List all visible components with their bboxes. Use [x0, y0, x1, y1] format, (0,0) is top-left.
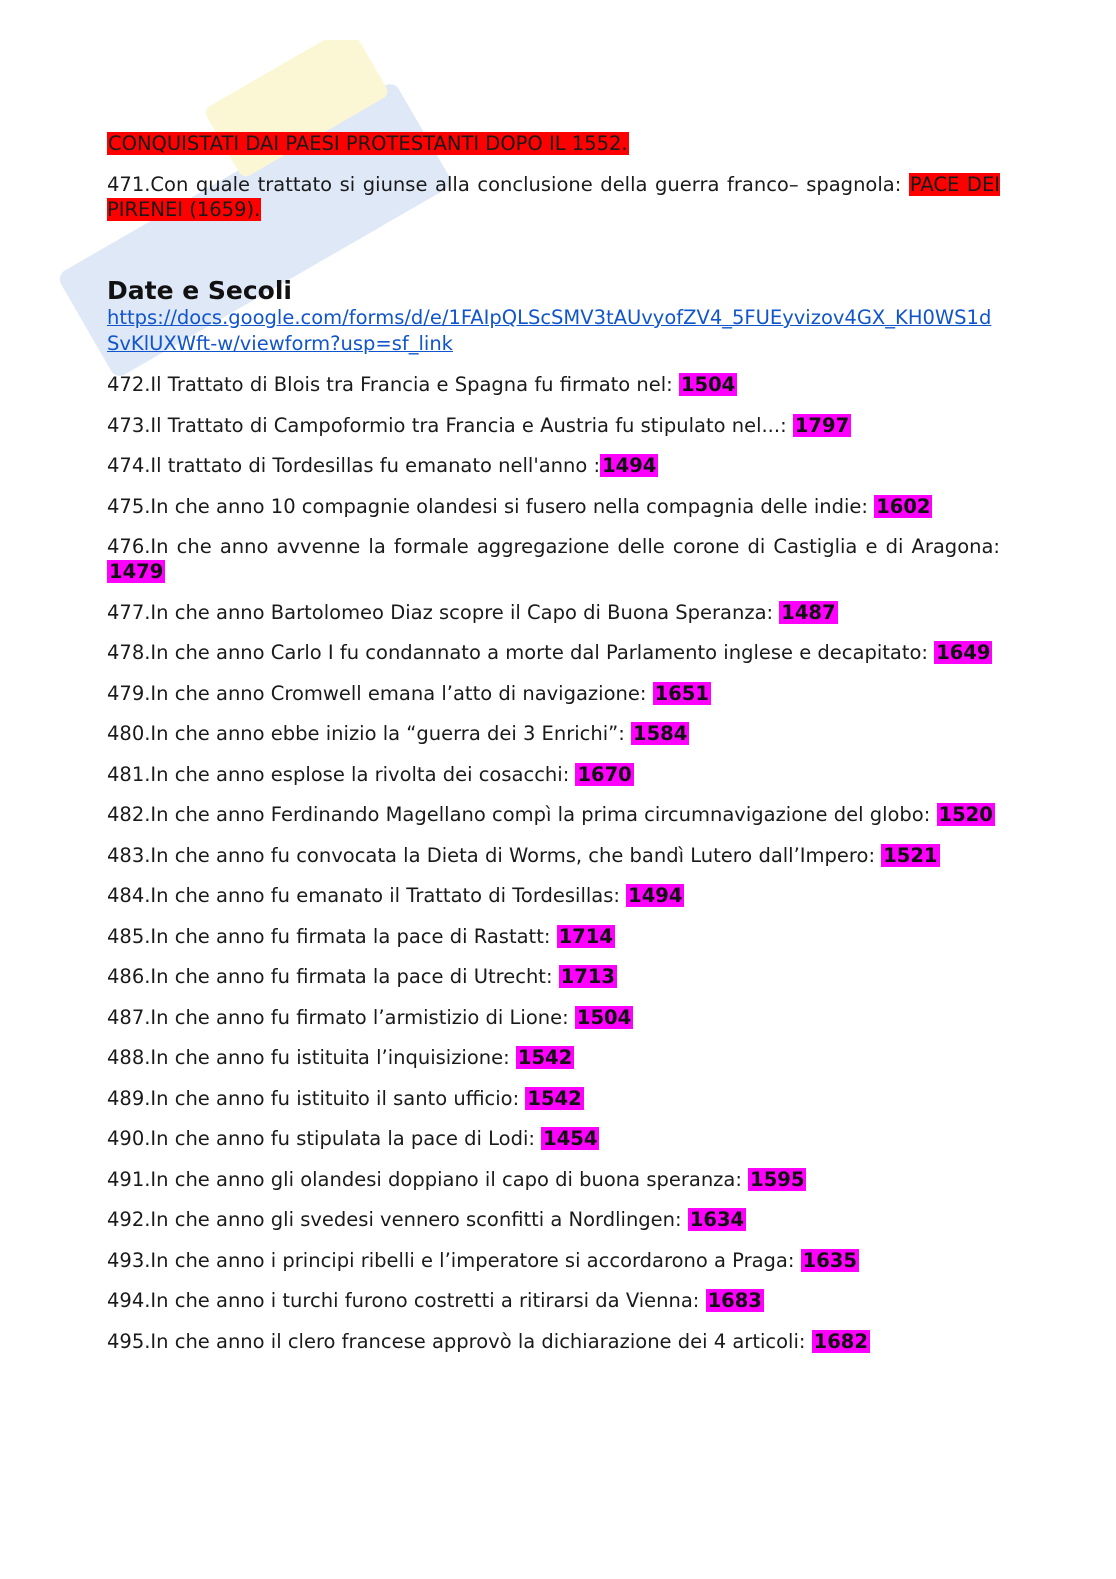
answer-year: 1682	[813, 1329, 868, 1353]
answer-year: 1504	[576, 1005, 632, 1029]
answer-year: 1521	[883, 843, 938, 867]
question-text: 473.Il Trattato di Campoformio tra Francia e Austria fu stipulato nel...:	[107, 413, 793, 437]
question-text: 476.In che anno avvenne la formale aggregazione delle corone di Castiglia e di Aragona:	[107, 535, 1000, 558]
question-text: 487.In che anno fu firmato l’armistizio di Lione:	[107, 1005, 575, 1029]
question-item	[107, 924, 1000, 949]
answer-year: 1797	[794, 413, 850, 437]
question-text: 486.In che anno fu firmata la pace di Utrecht:	[107, 965, 559, 988]
question-item	[107, 372, 1000, 397]
question-list	[107, 372, 1000, 1354]
answer-year: 1542	[527, 1086, 582, 1110]
question-text: 489.In che anno fu istituito il santo ufficio:	[107, 1086, 526, 1110]
answer-year: 1494	[602, 454, 657, 477]
question-item	[107, 1005, 1000, 1030]
question-item	[107, 494, 1000, 519]
answer-year: 1670	[577, 762, 632, 786]
answer-year: 1651	[654, 681, 709, 705]
answer-year: 1713	[560, 965, 615, 988]
question-text: 483.In che anno fu convocata la Dieta di Worms, che bandì Lutero dall’Impero:	[107, 843, 882, 867]
answer-year: 1602	[876, 494, 931, 518]
question-text: 471.Con quale trattato si giunse alla conclusione della guerra franco– spagnola:	[107, 173, 909, 196]
question-item	[107, 534, 1000, 584]
question-item	[107, 453, 1000, 478]
question-item	[107, 1248, 1000, 1273]
question-text: 493.In che anno i principi ribelli e l’imperatore si accordarono a Praga:	[107, 1248, 801, 1272]
question-item	[107, 681, 1000, 706]
question-text: 477.In che anno Bartolomeo Diaz scopre il Capo di Buona Speranza:	[107, 600, 780, 624]
question-text: 485.In che anno fu firmata la pace di Rastatt:	[107, 924, 557, 948]
answer-year: 1714	[558, 924, 613, 948]
question-item	[107, 640, 1000, 665]
question-text: 494.In che anno i turchi furono costretti a ritirarsi da Vienna:	[107, 1289, 706, 1312]
answer-year: 1634	[689, 1208, 745, 1231]
document-page	[107, 131, 1000, 1369]
answer-year: 1454	[543, 1127, 598, 1150]
question-text: 482.In che anno Ferdinando Magellano compì la prima circumnavigazione del globo:	[107, 803, 937, 826]
question-item	[107, 1167, 1000, 1192]
question-text: 478.In che anno Carlo I fu condannato a morte dal Parlamento inglese e decapitato:	[107, 641, 935, 664]
answer-year: 1504	[680, 373, 736, 396]
answer-year: 1649	[936, 641, 991, 664]
question-item	[107, 1086, 1000, 1111]
red-highlight-answer: PACE DEI PIRENEI (1659).	[107, 173, 1001, 221]
question-item	[107, 843, 1000, 868]
answer-year: 1479	[109, 560, 164, 583]
answer-year: 1683	[707, 1289, 762, 1312]
question-471	[107, 172, 1000, 222]
question-item	[107, 1288, 1000, 1313]
answer-year: 1595	[750, 1167, 805, 1191]
question-text: 488.In che anno fu istituita l’inquisizione:	[107, 1046, 516, 1069]
question-text: 484.In che anno fu emanato il Trattato di Tordesillas:	[107, 884, 627, 907]
answer-year: 1584	[633, 722, 688, 745]
question-text: 479.In che anno Cromwell emana l’atto di navigazione:	[107, 681, 653, 705]
question-text: 491.In che anno gli olandesi doppiano il capo di buona speranza:	[107, 1167, 749, 1191]
question-item	[107, 1329, 1000, 1354]
answer-year: 1494	[628, 884, 683, 907]
question-text: 492.In che anno gli svedesi vennero sconfitti a Nordlingen:	[107, 1208, 688, 1231]
question-item	[107, 721, 1000, 746]
question-item	[107, 964, 1000, 989]
question-text: 472.Il Trattato di Blois tra Francia e Spagna fu firmato nel:	[107, 373, 679, 396]
red-highlight-text: CONQUISTATI DAI PAESI PROTESTANTI DOPO IL 1552.	[108, 132, 628, 155]
question-text: 480.In che anno ebbe inizio la “guerra dei 3 Enrichi”:	[107, 722, 632, 745]
form-link[interactable]: https://docs.google.com/forms/d/e/1FAIpQLScSMV3tAUvyofZV4_5FUEyvizov4GX_KH0WS1dSvKlUXWft-w/viewform?usp=sf_link	[107, 306, 992, 355]
answer-year: 1635	[802, 1248, 857, 1272]
question-item	[107, 1207, 1000, 1232]
question-item	[107, 802, 1000, 827]
question-text: 474.Il trattato di Tordesillas fu emanato nell'anno :	[107, 454, 601, 477]
question-item	[107, 1126, 1000, 1151]
question-item	[107, 413, 1000, 438]
question-item	[107, 762, 1000, 787]
question-item	[107, 600, 1000, 625]
question-item	[107, 883, 1000, 908]
question-text: 495.In che anno il clero francese approvò la dichiarazione dei 4 articoli:	[107, 1329, 812, 1353]
question-text: 490.In che anno fu stipulata la pace di Lodi:	[107, 1127, 542, 1150]
answer-year: 1542	[517, 1046, 573, 1069]
answer-year: 1487	[781, 600, 836, 624]
answer-year: 1520	[938, 803, 993, 826]
question-text: 475.In che anno 10 compagnie olandesi si fusero nella compagnia delle indie:	[107, 494, 875, 518]
question-item	[107, 1045, 1000, 1070]
section-heading: Date e Secoli	[107, 276, 292, 305]
continuation-line	[107, 131, 1000, 156]
question-text: 481.In che anno esplose la rivolta dei cosacchi:	[107, 762, 576, 786]
